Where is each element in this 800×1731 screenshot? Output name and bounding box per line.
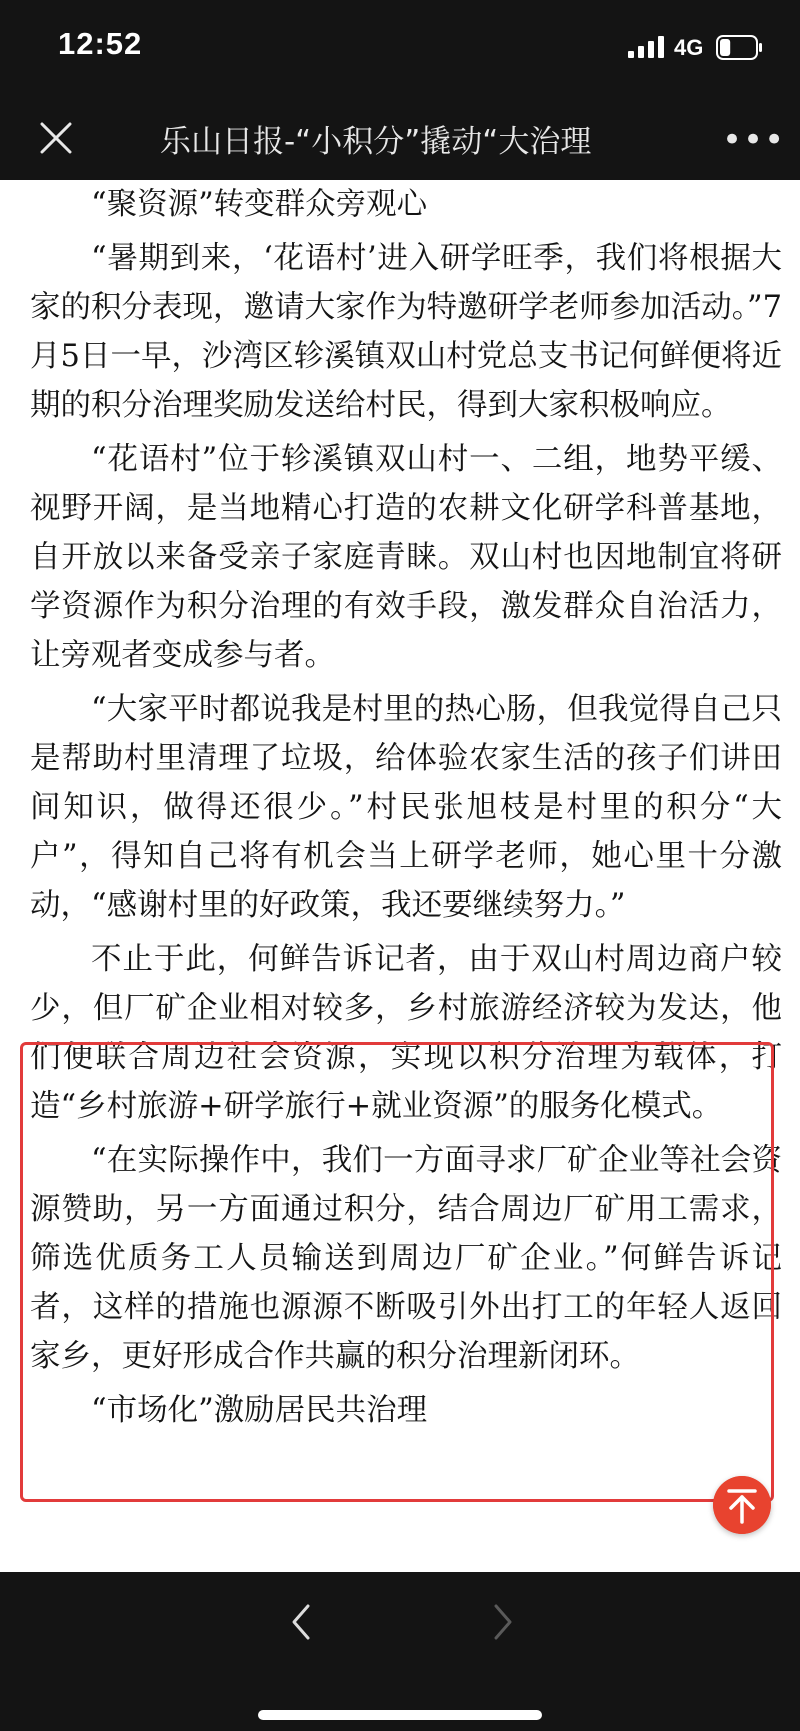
article-body <box>30 180 782 1440</box>
status-time: 12:52 <box>58 26 143 61</box>
subhead-gather-resources: “聚资源”转变群众旁观心 <box>91 187 428 222</box>
article-paragraph: “暑期到来，‘花语村’进入研学旺季，我们将根据大家的积分表现，邀请大家作为特邀研学老师参加活动。”7月5日一早，沙湾区轸溪镇双山村党总支书记何鲜便将近期的积分治理奖励发送给村民，得到大家积极响应。 <box>30 241 782 423</box>
status-bar <box>0 0 800 100</box>
article-paragraph: “花语村”位于轸溪镇双山村一、二组，地势平缓、视野开阔，是当地精心打造的农耕文化研学科普基地，自开放以来备受亲子家庭青睐。双山村也因地制宜将研学资源作为积分治理的有效手段，激发群众自治活力，让旁观者变成参与者。 <box>30 442 782 673</box>
bottom-nav-bar <box>0 1572 800 1731</box>
battery-icon <box>716 35 764 60</box>
article-paragraph: “大家平时都说我是村里的热心肠，但我觉得自己只是帮助村里清理了垃圾，给体验农家生活的孩子们讲田间知识，做得还很少。”村民张旭枝是村里的积分“大户”，得知自己将有机会当上研学老师，她心里十分激动，“感谢村里的好政策，我还要继续努力。” <box>30 692 782 923</box>
article-paragraph: “在实际操作中，我们一方面寻求厂矿企业等社会资源赞助，另一方面通过积分，结合周边厂矿用工需求，筛选优质务工人员输送到周边厂矿企业。”何鲜告诉记者，这样的措施也源源不断吸引外出打工的年轻人返回家乡，更好形成合作共赢的积分治理新闭环。 <box>30 1143 782 1374</box>
article-paragraph: 不止于此，何鲜告诉记者，由于双山村周边商户较少，但厂矿企业相对较多，乡村旅游经济较为发达，他们便联合周边社会资源，实现以积分治理为载体，打造“乡村旅游+研学旅行+就业资源”的服务化模式。 <box>30 942 782 1124</box>
chevron-right-icon[interactable] <box>486 1600 518 1644</box>
home-indicator[interactable] <box>258 1710 542 1720</box>
close-icon[interactable] <box>34 116 78 160</box>
more-icon[interactable]: ••• <box>722 120 786 160</box>
article-content <box>0 180 800 1572</box>
back-to-top-icon[interactable] <box>713 1476 771 1534</box>
network-type: 4G <box>674 35 704 60</box>
nav-bar <box>0 100 800 180</box>
chevron-left-icon[interactable] <box>286 1600 318 1644</box>
page-title: 乐山日报-“小积分”撬动“大治理 <box>160 124 592 160</box>
signal-icon <box>628 36 668 58</box>
subhead-market-incentive: “市场化”激励居民共治理 <box>91 1393 428 1428</box>
